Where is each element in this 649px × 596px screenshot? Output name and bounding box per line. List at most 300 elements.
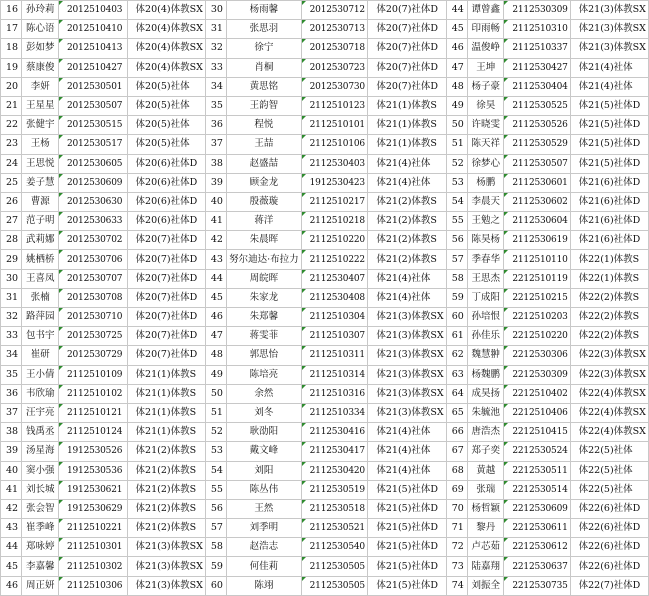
student-id-cell: 2112510102 [59, 384, 128, 403]
class-name-cell: 体21(5)社体D [570, 135, 648, 154]
row-number-cell: 17 [1, 20, 22, 39]
student-id-cell: 2012530707 [59, 269, 128, 288]
row-number-cell: 60 [446, 308, 467, 327]
student-id-cell: 2012530501 [59, 77, 128, 96]
student-name-cell: 韦欣瑜 [22, 384, 59, 403]
student-id-cell: 2012510427 [59, 58, 128, 77]
student-id-cell: 1912530536 [59, 461, 128, 480]
class-name-cell: 体22(5)社体 [570, 480, 648, 499]
table-row [1, 96, 649, 115]
row-number-cell: 55 [446, 212, 467, 231]
student-name-cell: 周正妍 [22, 576, 59, 595]
student-name-cell: 刘振全 [468, 576, 504, 595]
student-name-cell: 王喆 [227, 135, 302, 154]
class-name-cell: 体22(3)体教SX [570, 365, 648, 384]
table-row [1, 308, 649, 327]
row-number-cell: 72 [446, 538, 467, 557]
row-number-cell: 48 [205, 346, 226, 365]
student-name-cell: 蒋雯菲 [227, 327, 302, 346]
row-number-cell: 35 [1, 365, 22, 384]
row-number-cell: 46 [1, 576, 22, 595]
class-name-cell: 体20(7)社体D [127, 346, 205, 365]
table-row [1, 20, 649, 39]
class-name-cell: 体22(5)社体 [570, 461, 648, 480]
student-id-cell: 2012530517 [59, 135, 128, 154]
row-number-cell: 39 [1, 442, 22, 461]
class-name-cell: 体21(5)社体D [368, 576, 446, 595]
student-id-cell: 2112510304 [301, 308, 368, 327]
student-id-cell: 2112510218 [301, 212, 368, 231]
class-name-cell: 体22(4)体教SX [570, 423, 648, 442]
student-name-cell: 许晓雯 [468, 116, 504, 135]
class-name-cell: 体20(7)社体D [127, 250, 205, 269]
class-name-cell: 体22(4)体教SX [570, 403, 648, 422]
row-number-cell: 48 [446, 77, 467, 96]
row-number-cell: 59 [446, 288, 467, 307]
student-name-cell: 刘阳 [227, 461, 302, 480]
student-name-cell: 谭曾鑫 [468, 1, 504, 20]
class-name-cell: 体21(6)社体D [570, 173, 648, 192]
student-name-cell: 陈天祥 [468, 135, 504, 154]
row-number-cell: 31 [205, 20, 226, 39]
student-name-cell: 蒋洋 [227, 212, 302, 231]
class-name-cell: 体21(4)社体 [570, 58, 648, 77]
class-name-cell: 体22(6)社体D [570, 557, 648, 576]
class-name-cell: 体21(2)体教S [127, 480, 205, 499]
class-name-cell: 体20(7)社体D [368, 39, 446, 58]
table-row [1, 519, 649, 538]
class-name-cell: 体22(6)社体D [570, 519, 648, 538]
class-name-cell: 体20(7)社体D [127, 288, 205, 307]
student-name-cell: 李晨天 [468, 192, 504, 211]
student-name-cell: 张健宇 [22, 116, 59, 135]
student-name-cell: 卢芯茹 [468, 538, 504, 557]
row-number-cell: 50 [205, 384, 226, 403]
student-id-cell: 2012510413 [59, 39, 128, 58]
table-row [1, 269, 649, 288]
table-row [1, 576, 649, 595]
row-number-cell: 50 [446, 116, 467, 135]
row-number-cell: 49 [446, 96, 467, 115]
row-number-cell: 53 [446, 173, 467, 192]
table-row [1, 327, 649, 346]
student-id-cell: 2112510110 [504, 250, 570, 269]
row-number-cell: 35 [205, 96, 226, 115]
student-name-cell: 朱毓池 [468, 403, 504, 422]
table-row [1, 58, 649, 77]
student-id-cell: 1912530423 [301, 173, 368, 192]
class-name-cell: 体21(2)体教S [127, 499, 205, 518]
student-id-cell: 2112530420 [301, 461, 368, 480]
student-id-cell: 2212530637 [504, 557, 570, 576]
row-number-cell: 57 [205, 519, 226, 538]
student-name-cell: 印雨畅 [468, 20, 504, 39]
table-row [1, 288, 649, 307]
table-row [1, 192, 649, 211]
row-number-cell: 22 [1, 116, 22, 135]
row-number-cell: 38 [205, 154, 226, 173]
student-id-cell: 2012530712 [301, 1, 368, 20]
class-name-cell: 体20(7)社体D [127, 327, 205, 346]
class-name-cell: 体21(2)体教S [368, 231, 446, 250]
student-id-cell: 2012530605 [59, 154, 128, 173]
row-number-cell: 21 [1, 96, 22, 115]
student-id-cell: 2112530407 [301, 269, 368, 288]
student-name-cell: 耿劭阳 [227, 423, 302, 442]
row-number-cell: 34 [205, 77, 226, 96]
class-name-cell: 体21(5)社体D [368, 538, 446, 557]
table-row [1, 480, 649, 499]
row-number-cell: 63 [446, 365, 467, 384]
student-id-cell: 2012530729 [59, 346, 128, 365]
class-name-cell: 体21(6)社体D [570, 212, 648, 231]
student-name-cell: 黎丹 [468, 519, 504, 538]
row-number-cell: 16 [1, 1, 22, 20]
row-number-cell: 41 [205, 212, 226, 231]
student-name-cell: 丁成阳 [468, 288, 504, 307]
student-name-cell: 范子明 [22, 212, 59, 231]
class-name-cell: 体21(4)社体 [368, 442, 446, 461]
class-name-cell: 体21(1)体教S [127, 365, 205, 384]
row-number-cell: 58 [446, 269, 467, 288]
class-name-cell: 体21(4)社体 [368, 461, 446, 480]
student-id-cell: 2212530609 [504, 499, 570, 518]
row-number-cell: 58 [205, 538, 226, 557]
student-id-cell: 2012530710 [59, 308, 128, 327]
student-id-cell: 2112510302 [59, 557, 128, 576]
student-name-cell: 刘冬 [227, 403, 302, 422]
row-number-cell: 52 [446, 154, 467, 173]
student-name-cell: 王星星 [22, 96, 59, 115]
student-id-cell: 2112530403 [301, 154, 368, 173]
row-number-cell: 38 [1, 423, 22, 442]
student-id-cell: 2112510109 [59, 365, 128, 384]
student-name-cell: 王思杰 [468, 269, 504, 288]
student-id-cell: 2112530525 [504, 96, 570, 115]
student-id-cell: 2112530540 [301, 538, 368, 557]
student-name-cell: 刘长城 [22, 480, 59, 499]
class-name-cell: 体21(2)体教S [127, 461, 205, 480]
student-id-cell: 2112530505 [301, 576, 368, 595]
class-name-cell: 体22(2)体教S [570, 327, 648, 346]
student-name-cell: 王勉之 [468, 212, 504, 231]
student-id-cell: 1912530621 [59, 480, 128, 499]
table-row [1, 1, 649, 20]
class-name-cell: 体22(2)体教S [570, 288, 648, 307]
student-id-cell: 2012530723 [301, 58, 368, 77]
table-row [1, 403, 649, 422]
class-name-cell: 体20(7)社体D [368, 58, 446, 77]
student-name-cell: 张瑞 [468, 480, 504, 499]
student-id-cell: 2012530507 [59, 96, 128, 115]
class-name-cell: 体21(1)体教S [368, 96, 446, 115]
row-number-cell: 52 [205, 423, 226, 442]
student-id-cell: 2112530619 [504, 231, 570, 250]
row-number-cell: 37 [1, 403, 22, 422]
row-number-cell: 68 [446, 461, 467, 480]
table-row [1, 499, 649, 518]
row-number-cell: 67 [446, 442, 467, 461]
class-name-cell: 体21(5)社体D [368, 480, 446, 499]
class-name-cell: 体21(4)社体 [368, 423, 446, 442]
row-number-cell: 46 [205, 308, 226, 327]
row-number-cell: 34 [1, 346, 22, 365]
student-name-cell: 陈培亮 [227, 365, 302, 384]
student-name-cell: 钱禹丞 [22, 423, 59, 442]
student-id-cell: 2212530306 [504, 346, 570, 365]
row-number-cell: 20 [1, 77, 22, 96]
student-id-cell: 1912530629 [59, 499, 128, 518]
class-name-cell: 体21(3)体教SX [127, 538, 205, 557]
student-name-cell: 姚栖桥 [22, 250, 59, 269]
student-id-cell: 2112530417 [301, 442, 368, 461]
row-number-cell: 45 [446, 20, 467, 39]
student-id-cell: 2112510316 [301, 384, 368, 403]
table-row [1, 538, 649, 557]
student-name-cell: 黄越 [468, 461, 504, 480]
student-name-cell: 孙玲莉 [22, 1, 59, 20]
class-name-cell: 体20(4)体教SX [127, 58, 205, 77]
student-id-cell: 2112510121 [59, 403, 128, 422]
row-number-cell: 60 [205, 576, 226, 595]
student-id-cell: 2212530511 [504, 461, 570, 480]
row-number-cell: 41 [1, 480, 22, 499]
student-id-cell: 2012530702 [59, 231, 128, 250]
student-name-cell: 王小倩 [22, 365, 59, 384]
class-name-cell: 体21(1)体教S [368, 135, 446, 154]
row-number-cell: 51 [446, 135, 467, 154]
table-row [1, 173, 649, 192]
row-number-cell: 30 [1, 269, 22, 288]
class-name-cell: 体21(2)体教S [368, 192, 446, 211]
row-number-cell: 74 [446, 576, 467, 595]
student-id-cell: 2012530718 [301, 39, 368, 58]
table-row [1, 116, 649, 135]
student-name-cell: 朱郑馨 [227, 308, 302, 327]
row-number-cell: 54 [446, 192, 467, 211]
student-id-cell: 2112510220 [301, 231, 368, 250]
class-name-cell: 体22(7)社体D [570, 576, 648, 595]
row-number-cell: 30 [205, 1, 226, 20]
class-name-cell: 体22(6)社体D [570, 499, 648, 518]
row-number-cell: 45 [1, 557, 22, 576]
table-row [1, 39, 649, 58]
row-number-cell: 44 [205, 269, 226, 288]
student-name-cell: 孙佳乐 [468, 327, 504, 346]
row-number-cell: 54 [205, 461, 226, 480]
class-name-cell: 体20(7)社体D [368, 77, 446, 96]
class-name-cell: 体21(4)社体 [368, 173, 446, 192]
row-number-cell: 27 [1, 212, 22, 231]
student-name-cell: 杨哲颖 [468, 499, 504, 518]
row-number-cell: 47 [446, 58, 467, 77]
student-name-cell: 杨子豪 [468, 77, 504, 96]
student-name-cell: 路萍园 [22, 308, 59, 327]
class-name-cell: 体20(4)体教SX [127, 1, 205, 20]
student-id-cell: 2212510215 [504, 288, 570, 307]
row-number-cell: 70 [446, 499, 467, 518]
student-id-cell: 2112510123 [301, 96, 368, 115]
class-name-cell: 体20(5)社体 [127, 77, 205, 96]
class-name-cell: 体21(3)体教SX [127, 557, 205, 576]
row-number-cell: 61 [446, 327, 467, 346]
student-name-cell: 杨雨馨 [227, 1, 302, 20]
class-name-cell: 体22(1)体教S [570, 250, 648, 269]
student-id-cell: 2212510203 [504, 308, 570, 327]
row-number-cell: 44 [446, 1, 467, 20]
class-name-cell: 体20(7)社体D [368, 1, 446, 20]
student-name-cell: 汪宇亮 [22, 403, 59, 422]
class-name-cell: 体20(7)社体D [368, 20, 446, 39]
student-id-cell: 2112530521 [301, 519, 368, 538]
row-number-cell: 64 [446, 384, 467, 403]
row-number-cell: 19 [1, 58, 22, 77]
class-name-cell: 体20(6)社体D [127, 192, 205, 211]
row-number-cell: 39 [205, 173, 226, 192]
class-name-cell: 体22(3)体教SX [570, 346, 648, 365]
student-name-cell: 姜子慧 [22, 173, 59, 192]
class-name-cell: 体20(6)社体D [127, 173, 205, 192]
student-name-cell: 黄思铭 [227, 77, 302, 96]
student-id-cell: 2112530602 [504, 192, 570, 211]
student-id-cell: 2112530505 [301, 557, 368, 576]
student-name-cell: 徐梦心 [468, 154, 504, 173]
class-name-cell: 体21(4)社体 [368, 154, 446, 173]
student-name-cell: 郑咏婷 [22, 538, 59, 557]
row-number-cell: 32 [1, 308, 22, 327]
class-name-cell: 体20(5)社体 [127, 116, 205, 135]
student-name-cell: 张楠 [22, 288, 59, 307]
class-name-cell: 体21(4)社体 [368, 288, 446, 307]
student-id-cell: 2112530309 [504, 1, 570, 20]
row-number-cell: 51 [205, 403, 226, 422]
student-name-cell: 张思羽 [227, 20, 302, 39]
student-name-cell: 王然 [227, 499, 302, 518]
student-name-cell: 崔研 [22, 346, 59, 365]
student-name-cell: 何佳莉 [227, 557, 302, 576]
class-name-cell: 体21(5)社体D [368, 499, 446, 518]
student-id-cell: 2112510124 [59, 423, 128, 442]
student-name-cell: 王思悦 [22, 154, 59, 173]
student-name-cell: 陈丛伟 [227, 480, 302, 499]
table-row [1, 231, 649, 250]
student-id-cell: 2112510314 [301, 365, 368, 384]
student-id-cell: 2212510406 [504, 403, 570, 422]
student-name-cell: 周皖晖 [227, 269, 302, 288]
student-name-cell: 武莉娜 [22, 231, 59, 250]
student-name-cell: 赵盛喆 [227, 154, 302, 173]
student-name-cell: 季春华 [468, 250, 504, 269]
student-id-cell: 2112530604 [504, 212, 570, 231]
table-row [1, 77, 649, 96]
student-name-cell: 李妍 [22, 77, 59, 96]
row-number-cell: 42 [205, 231, 226, 250]
student-name-cell: 彭如梦 [22, 39, 59, 58]
student-id-cell: 2112510334 [301, 403, 368, 422]
student-id-cell: 2112510307 [301, 327, 368, 346]
class-name-cell: 体20(5)社体 [127, 96, 205, 115]
student-id-cell: 2112530518 [301, 499, 368, 518]
row-number-cell: 33 [1, 327, 22, 346]
class-name-cell: 体21(4)社体 [368, 269, 446, 288]
class-name-cell: 体22(1)体教S [570, 269, 648, 288]
row-number-cell: 55 [205, 480, 226, 499]
row-number-cell: 28 [1, 231, 22, 250]
row-number-cell: 53 [205, 442, 226, 461]
student-name-cell: 成昊扬 [468, 384, 504, 403]
table-row [1, 442, 649, 461]
row-number-cell: 24 [1, 154, 22, 173]
student-id-cell: 2112510222 [301, 250, 368, 269]
row-number-cell: 46 [446, 39, 467, 58]
table-row [1, 365, 649, 384]
student-id-cell: 2012530633 [59, 212, 128, 231]
class-name-cell: 体22(5)社体 [570, 442, 648, 461]
class-name-cell: 体21(6)社体D [570, 231, 648, 250]
student-id-cell: 2212530514 [504, 480, 570, 499]
row-number-cell: 42 [1, 499, 22, 518]
student-name-cell: 殷薇璇 [227, 192, 302, 211]
table-row [1, 154, 649, 173]
row-number-cell: 26 [1, 192, 22, 211]
student-name-cell: 陈翊 [227, 576, 302, 595]
row-number-cell: 43 [1, 519, 22, 538]
student-id-cell: 2112510337 [504, 39, 570, 58]
student-id-cell: 2212530735 [504, 576, 570, 595]
student-name-cell: 徐宁 [227, 39, 302, 58]
student-id-cell: 1912530526 [59, 442, 128, 461]
class-name-cell: 体20(7)社体D [127, 231, 205, 250]
row-number-cell: 59 [205, 557, 226, 576]
class-name-cell: 体20(7)社体D [127, 308, 205, 327]
student-id-cell: 2212510119 [504, 269, 570, 288]
student-id-cell: 2012530630 [59, 192, 128, 211]
row-number-cell: 23 [1, 135, 22, 154]
student-name-cell: 杨鹏 [468, 173, 504, 192]
student-id-cell: 2112530416 [301, 423, 368, 442]
student-id-cell: 2112510310 [504, 20, 570, 39]
student-name-cell: 郑子奕 [468, 442, 504, 461]
row-number-cell: 33 [205, 58, 226, 77]
student-id-cell: 2112530519 [301, 480, 368, 499]
student-id-cell: 2212530611 [504, 519, 570, 538]
student-name-cell: 顾金龙 [227, 173, 302, 192]
student-name-cell: 陈昊杨 [468, 231, 504, 250]
row-number-cell: 44 [1, 538, 22, 557]
class-name-cell: 体21(2)体教S [127, 442, 205, 461]
student-id-cell: 2012530725 [59, 327, 128, 346]
class-name-cell: 体20(4)体教SX [127, 39, 205, 58]
student-id-cell: 2012510410 [59, 20, 128, 39]
student-name-cell: 王韵智 [227, 96, 302, 115]
table-row [1, 135, 649, 154]
class-name-cell: 体21(3)体教SX [368, 327, 446, 346]
student-name-cell: 李嘉馨 [22, 557, 59, 576]
table-row [1, 250, 649, 269]
class-name-cell: 体22(4)体教SX [570, 384, 648, 403]
student-id-cell: 2212530524 [504, 442, 570, 461]
student-name-cell: 郭思怡 [227, 346, 302, 365]
class-name-cell: 体21(3)体教SX [570, 39, 648, 58]
student-name-cell: 陈心语 [22, 20, 59, 39]
student-name-cell: 朱晨晖 [227, 231, 302, 250]
student-name-cell: 孙培恨 [468, 308, 504, 327]
student-name-cell: 余然 [227, 384, 302, 403]
table-row [1, 423, 649, 442]
class-name-cell: 体22(6)社体D [570, 538, 648, 557]
student-id-cell: 2012510403 [59, 1, 128, 20]
student-id-cell: 2012530730 [301, 77, 368, 96]
